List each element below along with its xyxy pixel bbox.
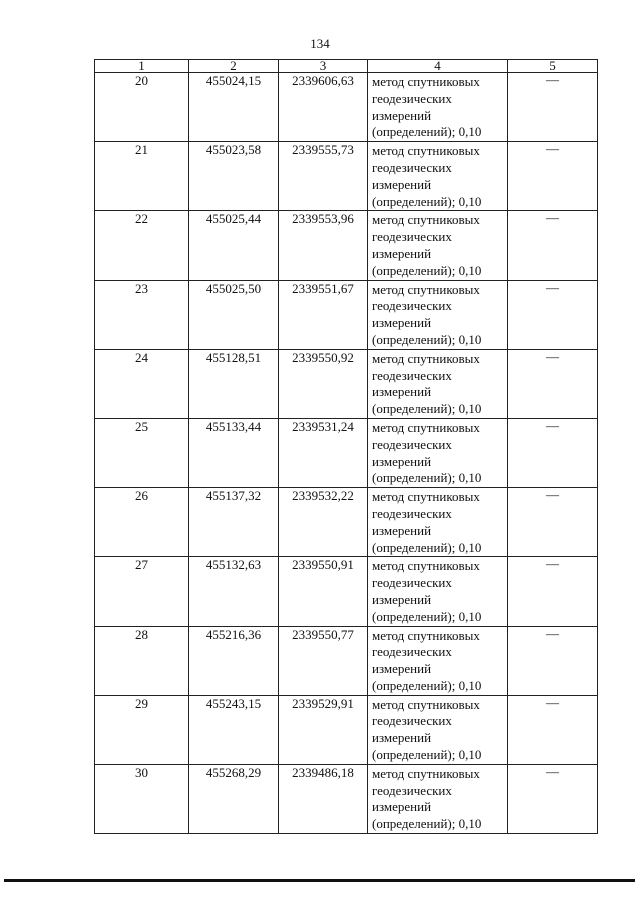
method-line: геодезических [372, 298, 452, 314]
method-line: метод спутниковых [372, 74, 480, 89]
table-row [95, 764, 598, 833]
method-cell [368, 695, 508, 764]
table-row [95, 280, 598, 349]
y-coordinate-cell: 2339486,18 [279, 764, 368, 833]
table-header-row [95, 60, 598, 73]
method-line: измерений [372, 107, 432, 123]
method-line: (определений); 0,10 [372, 193, 482, 209]
method-cell [368, 557, 508, 626]
column-header: 1 [95, 60, 189, 73]
point-number-cell: 24 [95, 349, 189, 418]
method-cell [368, 488, 508, 557]
method-line: измерений [372, 799, 432, 815]
table-row [95, 418, 598, 487]
method-line: (определений); 0,10 [372, 747, 482, 763]
method-cell [368, 349, 508, 418]
x-coordinate-cell: 455133,44 [189, 418, 279, 487]
column-5-cell: — [508, 488, 598, 557]
method-line: геодезических [372, 575, 452, 591]
method-line: геодезических [372, 782, 452, 798]
table-row [95, 626, 598, 695]
method-line: (определений); 0,10 [372, 816, 482, 832]
column-5-cell: — [508, 349, 598, 418]
point-number-cell: 26 [95, 488, 189, 557]
column-header: 3 [279, 60, 368, 73]
column-5-cell: — [508, 626, 598, 695]
method-line: метод спутниковых [372, 350, 480, 366]
point-number-cell: 21 [95, 142, 189, 211]
method-line: (определений); 0,10 [372, 124, 482, 140]
column-5-cell: — [508, 280, 598, 349]
method-line: геодезических [372, 436, 452, 452]
table-row [95, 349, 598, 418]
method-cell [368, 73, 508, 142]
method-line: измерений [372, 591, 432, 607]
method-cell [368, 626, 508, 695]
method-line: метод спутниковых [372, 696, 480, 712]
method-line: (определений); 0,10 [372, 677, 482, 693]
y-coordinate-cell: 2339606,63 [279, 73, 368, 142]
method-line: измерений [372, 384, 432, 400]
method-line: измерений [372, 522, 432, 538]
method-line: измерений [372, 730, 432, 746]
method-line: геодезических [372, 229, 452, 245]
column-5-cell: — [508, 695, 598, 764]
x-coordinate-cell: 455216,36 [189, 626, 279, 695]
method-line: метод спутниковых [372, 212, 480, 228]
column-header: 4 [368, 60, 508, 73]
method-line: измерений [372, 453, 432, 469]
bottom-rule [4, 879, 635, 882]
table-row [95, 557, 598, 626]
column-5-cell: — [508, 73, 598, 142]
point-number-cell: 20 [95, 73, 189, 142]
method-line: (определений); 0,10 [372, 401, 482, 417]
point-number-cell: 23 [95, 280, 189, 349]
column-5-cell: — [508, 211, 598, 280]
point-number-cell: 22 [95, 211, 189, 280]
method-line: метод спутниковых [372, 627, 480, 643]
table-row [95, 73, 598, 142]
table-row [95, 695, 598, 764]
method-line: геодезических [372, 713, 452, 729]
coordinates-table [94, 59, 598, 834]
x-coordinate-cell: 455132,63 [189, 557, 279, 626]
column-5-cell: — [508, 418, 598, 487]
x-coordinate-cell: 455268,29 [189, 764, 279, 833]
point-number-cell: 28 [95, 626, 189, 695]
method-line: геодезических [372, 159, 452, 175]
y-coordinate-cell: 2339553,96 [279, 211, 368, 280]
method-line: метод спутниковых [372, 765, 480, 781]
x-coordinate-cell: 455243,15 [189, 695, 279, 764]
y-coordinate-cell: 2339550,92 [279, 349, 368, 418]
method-line: (определений); 0,10 [372, 262, 482, 278]
method-line: (определений); 0,10 [372, 608, 482, 624]
table-row [95, 142, 598, 211]
method-line: метод спутниковых [372, 281, 480, 297]
column-5-cell: — [508, 142, 598, 211]
method-line: метод спутниковых [372, 143, 480, 159]
column-header: 2 [189, 60, 279, 73]
method-line: измерений [372, 245, 432, 261]
x-coordinate-cell: 455128,51 [189, 349, 279, 418]
y-coordinate-cell: 2339550,91 [279, 557, 368, 626]
y-coordinate-cell: 2339529,91 [279, 695, 368, 764]
y-coordinate-cell: 2339555,73 [279, 142, 368, 211]
method-line: метод спутниковых [372, 558, 480, 574]
point-number-cell: 27 [95, 557, 189, 626]
column-5-cell: — [508, 764, 598, 833]
point-number-cell: 29 [95, 695, 189, 764]
point-number-cell: 30 [95, 764, 189, 833]
method-cell [368, 211, 508, 280]
method-line: измерений [372, 661, 432, 677]
method-line: геодезических [372, 90, 452, 106]
method-line: измерений [372, 315, 432, 331]
page-number: 134 [310, 36, 330, 51]
method-cell [368, 280, 508, 349]
method-cell [368, 142, 508, 211]
method-line: метод спутниковых [372, 419, 480, 435]
method-line: геодезических [372, 505, 452, 521]
table-row [95, 488, 598, 557]
method-line: геодезических [372, 644, 452, 660]
method-line: измерений [372, 176, 432, 192]
table-row [95, 211, 598, 280]
column-header: 5 [508, 60, 598, 73]
x-coordinate-cell: 455024,15 [189, 73, 279, 142]
y-coordinate-cell: 2339550,77 [279, 626, 368, 695]
method-cell [368, 418, 508, 487]
x-coordinate-cell: 455137,32 [189, 488, 279, 557]
x-coordinate-cell: 455025,50 [189, 280, 279, 349]
method-line: (определений); 0,10 [372, 470, 482, 486]
column-5-cell: — [508, 557, 598, 626]
x-coordinate-cell: 455025,44 [189, 211, 279, 280]
point-number-cell: 25 [95, 418, 189, 487]
y-coordinate-cell: 2339532,22 [279, 488, 368, 557]
y-coordinate-cell: 2339551,67 [279, 280, 368, 349]
method-line: (определений); 0,10 [372, 539, 482, 555]
x-coordinate-cell: 455023,58 [189, 142, 279, 211]
method-line: (определений); 0,10 [372, 331, 482, 347]
y-coordinate-cell: 2339531,24 [279, 418, 368, 487]
table-body [95, 73, 598, 834]
method-cell [368, 764, 508, 833]
method-line: геодезических [372, 367, 452, 383]
method-line: метод спутниковых [372, 489, 480, 505]
